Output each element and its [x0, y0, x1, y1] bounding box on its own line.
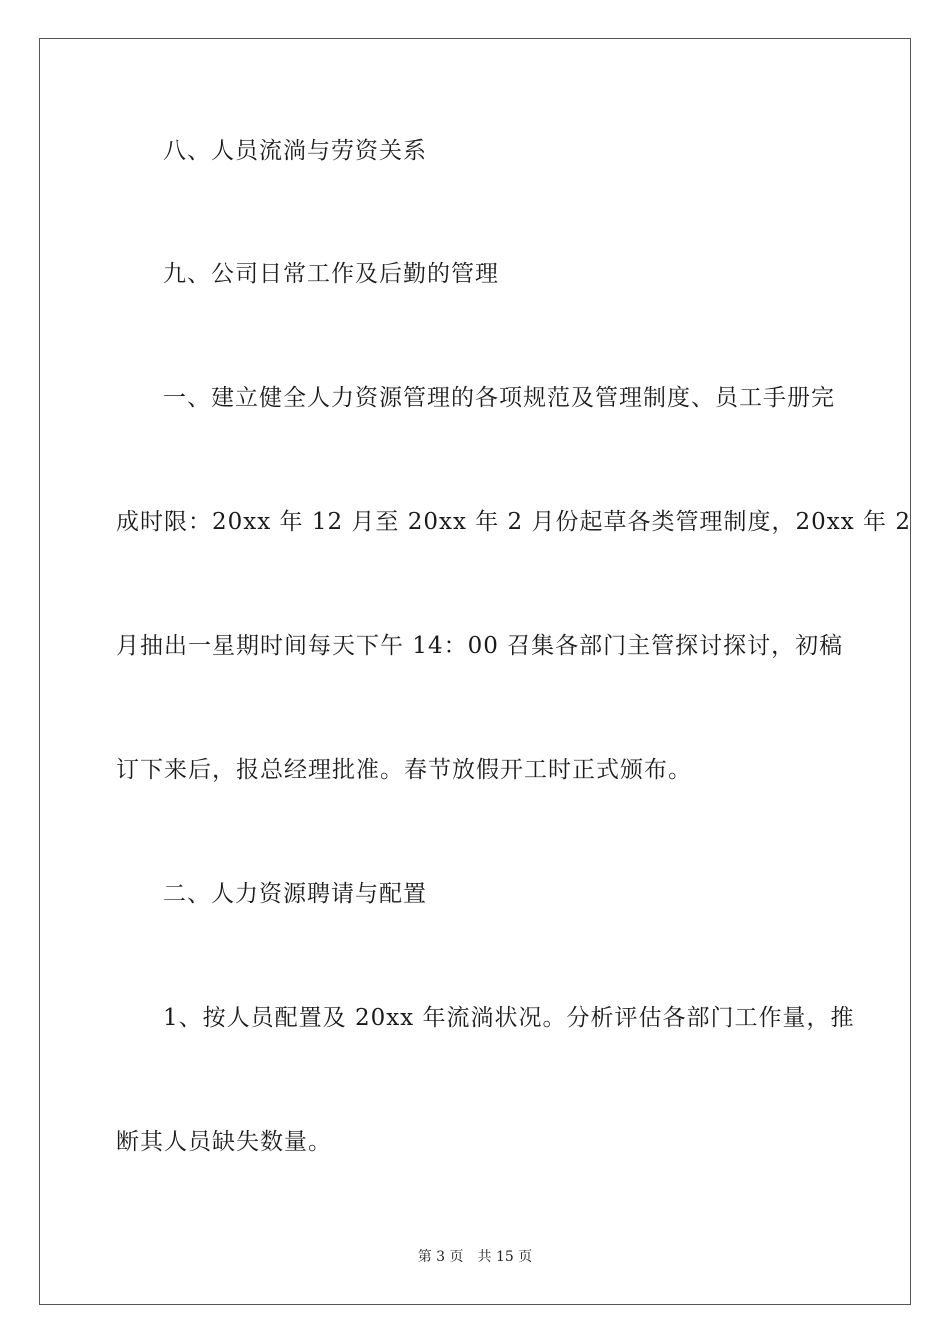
paragraph-line-1: 一、建立健全人力资源管理的各项规范及管理制度、员工手册完	[163, 385, 835, 411]
section-heading-9: 九、公司日常工作及后勤的管理	[163, 261, 499, 287]
page-border	[39, 38, 911, 1305]
paragraph-line-3: 月抽出一星期时间每天下午 14：00 召集各部门主管探讨探讨，初稿	[116, 633, 844, 659]
paragraph-line-4: 订下来后，报总经理批准。春节放假开工时正式颁布。	[116, 757, 692, 783]
paragraph-line-5: 1、按人员配置及 20xx 年流淌状况。分析评估各部门工作量，推	[163, 1005, 855, 1031]
section-heading-2: 二、人力资源聘请与配置	[163, 881, 427, 907]
paragraph-line-6: 断其人员缺失数量。	[116, 1129, 332, 1155]
page-footer	[0, 1248, 950, 1266]
page-number: 第 3 页	[417, 1249, 464, 1265]
section-heading-8: 八、人员流淌与劳资关系	[163, 138, 427, 164]
total-pages: 共 15 页	[477, 1249, 533, 1265]
paragraph-line-2: 成时限：20xx 年 12 月至 20xx 年 2 月份起草各类管理制度，20xx 年 2	[116, 509, 911, 535]
